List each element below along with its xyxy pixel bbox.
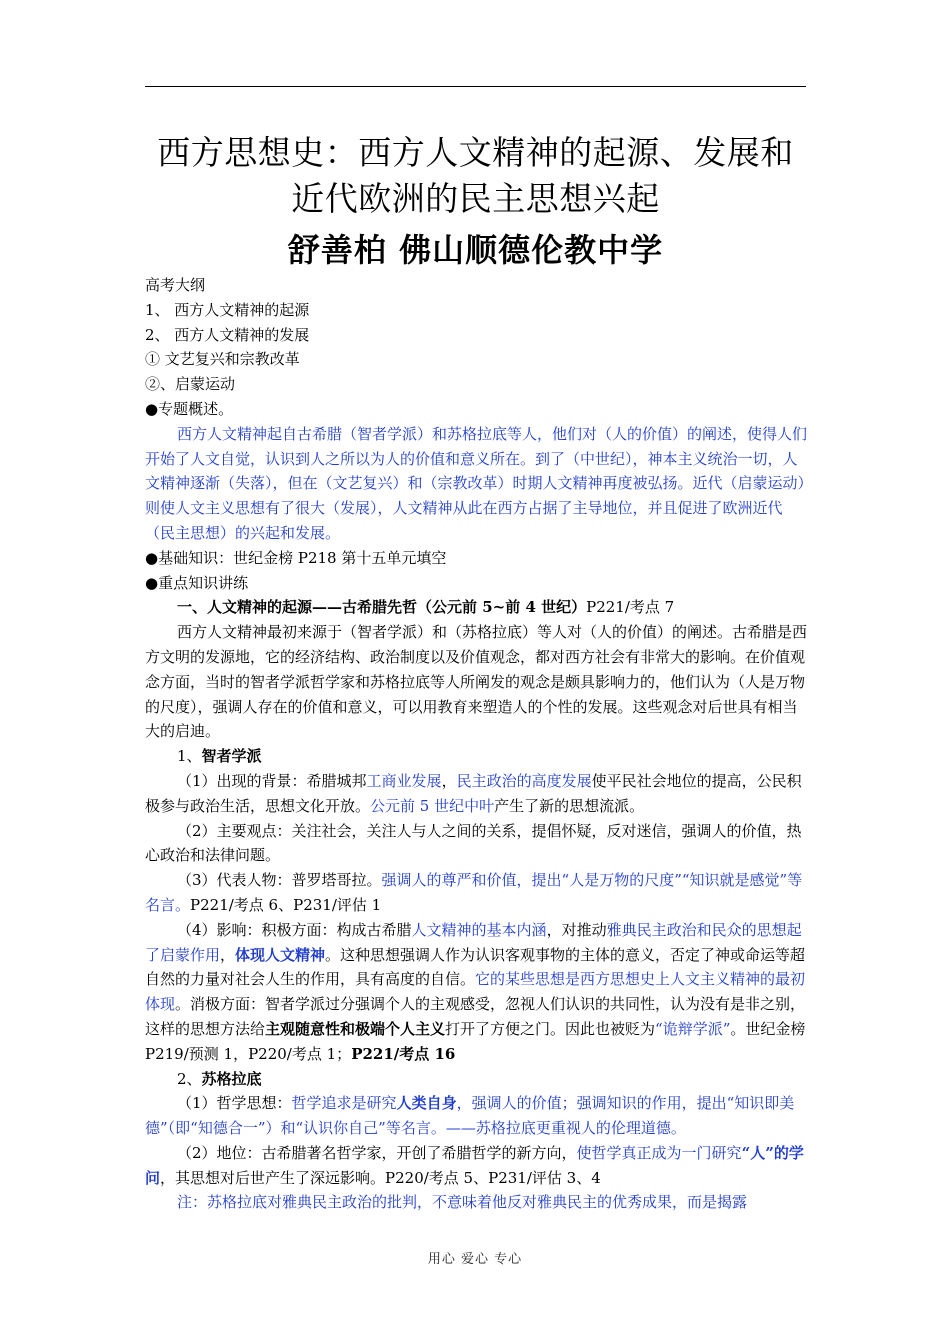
overview-paragraph: 西方人文精神起自古希腊（智者学派）和苏格拉底等人，他们对（人的价值）的阐述，使得人们开始了人文自觉，认识到人之所以为人的价值和意义所在。到了（中世纪），神本主义统治一切，人文精神逐渐（失落），但在（文艺复兴）和（宗教改革）时期人文精神再度被弘扬。近代（启蒙运动）则使人文主义思想有了很大（发展），人文精神从此在西方占据了主导地位，并且促进了欧洲近代（民主思想）的兴起和发展。 [145, 424, 808, 542]
socrates-heading: 2、苏格拉底 [177, 1069, 262, 1088]
sophists-views: （2）主要观点：关注社会，关注人与人之间的关系，提倡怀疑，反对迷信，强调人的价值，热心政治和法律问题。 [145, 821, 802, 865]
section1-title: 一、人文精神的起源——古希腊先哲（公元前 5~前 4 世纪） [177, 598, 587, 617]
overview-heading: ●专题概述。 [145, 399, 234, 418]
key-points-heading: ●重点知识讲练 [145, 573, 249, 592]
sophists-influence: （4）影响：积极方面：构成古希腊人文精神的基本内涵，对推动雅典民主政治和民众的思想起了启蒙作用，体现人文精神。这种思想强调人作为认识客观事物的主体的意义，否定了神或命运等超自然的力量对社会人生的作用，具有高度的自信。它的某些思想是西方思想史上人文主义精神的最初体现。消极方面：智者学派过分强调个人的主观感受，忽视人们认识的共同性，认为没有是非之别，这样的思想方法给主观随意性和极端个人主义打开了方便之门。因此也被贬为“诡辩学派”。世纪金榜 P219/预测 1，P220/考点 1；P221/考点 16 [145, 920, 806, 1063]
section1-heading [145, 595, 810, 620]
socrates-philosophy: （1）哲学思想：哲学追求是研究人类自身，强调人的价值；强调知识的作用，提出“知识即美德”（即“知德合一”）和“认识你自己”等名言。——苏格拉底更重视人的伦理道德。 [145, 1094, 795, 1138]
sophists-heading: 1、智者学派 [177, 747, 262, 766]
outline-heading: 高考大纲 [145, 276, 206, 294]
document-title-line-1: 西方思想史：西方人文精神的起源、发展和 [157, 133, 794, 172]
outline-item: 1、 西方人文精神的起源 [145, 300, 310, 319]
sophists-representative: （3）代表人物：普罗塔哥拉。强调人的尊严和价值，提出“人是万物的尺度”“知识就是感觉”等名言。P221/考点 6、P231/评估 1 [145, 871, 803, 914]
outline-item: 2、 西方人文精神的发展 [145, 325, 310, 344]
section1-paragraph: 西方人文精神最初来源于（智者学派）和（苏格拉底）等人对（人的价值）的阐述。古希腊是西方文明的发源地，它的经济结构、政治制度以及价值观念，都对西方社会有非常大的影响。在价值观念方面，当时的智者学派哲学家和苏格拉底等人所阐发的观念是颇具影响力的，他们认为（人是万物的尺度），强调人存在的价值和意义，可以用教育来塑造人的个性的发展。这些观念对后世具有相当大的启迪。 [145, 623, 808, 741]
socrates-note: 注：苏格拉底对雅典民主政治的批判，不意味着他反对雅典民主的优秀成果，而是揭露 [177, 1193, 748, 1212]
section1-ref: P221/考点 7 [586, 598, 675, 617]
page-footer: 用心 爱心 专心 [427, 1252, 523, 1267]
socrates-status: （2）地位：古希腊著名哲学家，开创了希腊哲学的新方向，使哲学真正成为一门研究“人”的学问，其思想对后世产生了深远影响。P220/考点 5、P231/评估 3、4 [145, 1143, 804, 1187]
author-line: 舒善柏 佛山顺德伦教中学 [287, 231, 664, 269]
document-body [145, 273, 810, 1215]
sophists-background: （1）出现的背景：希腊城邦工商业发展，民主政治的高度发展使平民社会地位的提高，公民积极参与政治生活，思想文化开放。公元前 5 世纪中叶产生了新的思想流派。 [145, 771, 802, 815]
basics-line: ●基础知识：世纪金榜 P218 第十五单元填空 [145, 548, 447, 567]
document-title-line-2: 近代欧洲的民主思想兴起 [291, 179, 660, 218]
outline-item: ②、启蒙运动 [145, 375, 236, 394]
outline-item: ① 文艺复兴和宗教改革 [145, 350, 300, 369]
header-rule [145, 86, 806, 87]
